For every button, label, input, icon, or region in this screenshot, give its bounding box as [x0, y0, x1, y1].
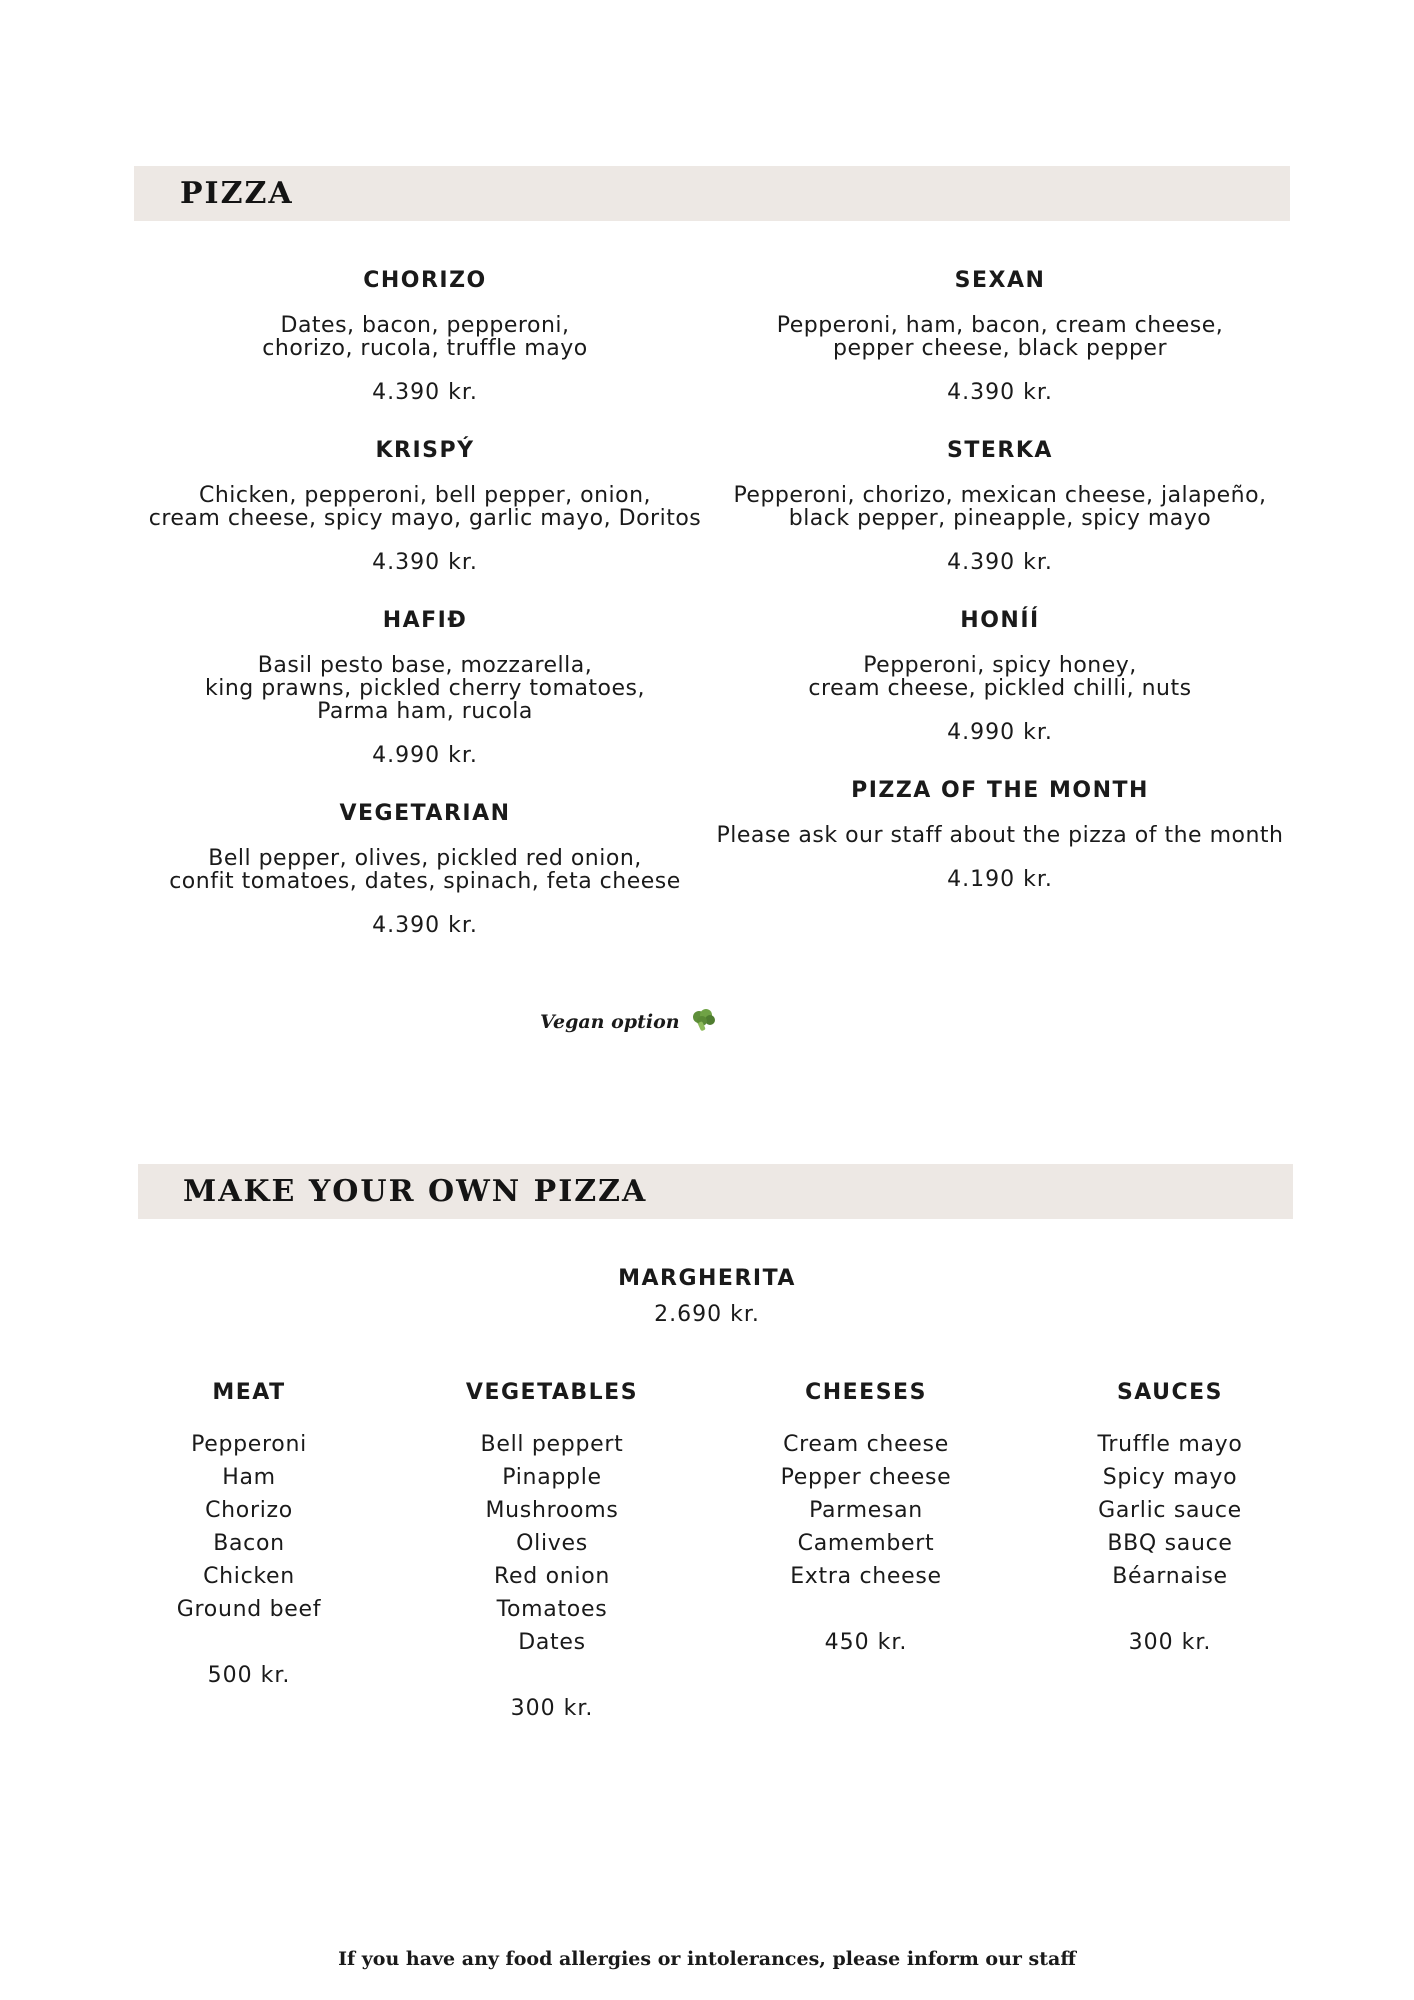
broccoli-icon [690, 1008, 716, 1032]
topping-item: Truffle mayo [1097, 1432, 1243, 1457]
pizza-name: PIZZA OF THE MONTH [851, 778, 1149, 803]
pizza-description-line: pepper cheese, black pepper [833, 336, 1167, 361]
pizza-name: HAFIÐ [382, 608, 468, 633]
topping-group-name: SAUCES [1116, 1380, 1224, 1405]
topping-group-name: VEGETABLES [465, 1380, 639, 1405]
vegan-option-label: Vegan option [540, 1011, 680, 1033]
pizza-description-line: Pepperoni, chorizo, mexican cheese, jalapeño, [733, 483, 1267, 508]
topping-item: Spicy mayo [1102, 1465, 1238, 1490]
pizza-description [715, 484, 1285, 530]
topping-group-price: 300 kr. [1128, 1630, 1212, 1655]
topping-item: BBQ sauce [1107, 1531, 1233, 1556]
topping-group-cheeses [736, 1380, 996, 1659]
topping-item: Chicken [203, 1564, 295, 1589]
topping-group-price: 300 kr. [510, 1696, 594, 1721]
pizza-description [140, 314, 710, 360]
topping-item: Ground beef [176, 1597, 322, 1622]
pizza-description-line: Parma ham, rucola [317, 699, 533, 724]
pizza-item [140, 608, 710, 769]
pizza-price: 4.390 kr. [947, 380, 1053, 405]
topping-item: Extra cheese [790, 1564, 942, 1589]
make-your-own-section-header [138, 1164, 1293, 1219]
pizza-price: 4.190 kr. [947, 867, 1053, 892]
pizza-item [715, 608, 1285, 746]
topping-list [119, 1428, 379, 1626]
topping-group-name: MEAT [212, 1380, 286, 1405]
pizza-description-line: cream cheese, pickled chilli, nuts [808, 676, 1192, 701]
pizza-description [140, 484, 710, 530]
topping-list [736, 1428, 996, 1593]
pizza-description-line: Dates, bacon, pepperoni, [280, 313, 570, 338]
margherita-price: 2.690 kr. [654, 1302, 760, 1327]
pizza-description-line: Pepperoni, spicy honey, [863, 653, 1137, 678]
topping-group-vegetables [422, 1380, 682, 1725]
topping-item: Camembert [797, 1531, 935, 1556]
pizza-item [715, 438, 1285, 576]
allergy-notice: If you have any food allergies or intolerances, please inform our staff [338, 1948, 1076, 1970]
topping-group-price: 500 kr. [207, 1663, 291, 1688]
pizza-description [140, 654, 710, 723]
make-your-own-title: MAKE YOUR OWN PIZZA [183, 1174, 648, 1209]
topping-group-price: 450 kr. [824, 1630, 908, 1655]
pizza-name: SEXAN [954, 268, 1046, 293]
topping-item: Dates [518, 1630, 586, 1655]
pizza-list-right [715, 268, 1285, 925]
pizza-description [715, 654, 1285, 700]
topping-list [1040, 1428, 1300, 1593]
pizza-name: VEGETARIAN [339, 801, 511, 826]
pizza-description [715, 314, 1285, 360]
pizza-price: 4.390 kr. [372, 380, 478, 405]
topping-item: Red onion [493, 1564, 610, 1589]
pizza-description [715, 824, 1285, 847]
pizza-price: 4.990 kr. [947, 720, 1053, 745]
topping-group-meat [119, 1380, 379, 1692]
topping-item: Parmesan [809, 1498, 923, 1523]
pizza-price: 4.390 kr. [372, 550, 478, 575]
pizza-description-line: Chicken, pepperoni, bell pepper, onion, [198, 483, 652, 508]
pizza-description-line: cream cheese, spicy mayo, garlic mayo, Doritos [148, 506, 702, 531]
topping-list [422, 1428, 682, 1659]
pizza-item [140, 438, 710, 576]
margherita-name: MARGHERITA [618, 1266, 796, 1291]
pizza-description-line: chorizo, rucola, truffle mayo [262, 336, 588, 361]
pizza-name: HONÍÍ [960, 608, 1040, 633]
pizza-description [140, 847, 710, 893]
pizza-list-left [140, 268, 710, 971]
topping-item: Mushrooms [485, 1498, 619, 1523]
topping-item: Pepper cheese [780, 1465, 952, 1490]
topping-item: Pinapple [502, 1465, 602, 1490]
pizza-name: KRISPÝ [375, 438, 475, 463]
topping-group-name: CHEESES [805, 1380, 927, 1405]
margherita-base [0, 1266, 1414, 1328]
topping-item: Cream cheese [783, 1432, 949, 1457]
pizza-section-title: PIZZA [180, 176, 294, 211]
pizza-name: STERKA [947, 438, 1053, 463]
pizza-item [715, 268, 1285, 406]
topping-item: Garlic sauce [1098, 1498, 1242, 1523]
pizza-item [140, 801, 710, 939]
pizza-item [715, 778, 1285, 893]
pizza-description-line: Bell pepper, olives, pickled red onion, [208, 846, 642, 871]
pizza-description-line: Pepperoni, ham, bacon, cream cheese, [776, 313, 1224, 338]
vegan-option-note [540, 1008, 716, 1033]
topping-item: Bell peppert [480, 1432, 624, 1457]
pizza-item [140, 268, 710, 406]
topping-item: Ham [222, 1465, 276, 1490]
pizza-section-header [134, 166, 1290, 221]
topping-item: Tomatoes [496, 1597, 608, 1622]
pizza-description-line: king prawns, pickled cherry tomatoes, [204, 676, 645, 701]
pizza-price: 4.390 kr. [947, 550, 1053, 575]
topping-item: Olives [516, 1531, 588, 1556]
topping-group-sauces [1040, 1380, 1300, 1659]
topping-item: Béarnaise [1112, 1564, 1228, 1589]
pizza-description-line: Please ask our staff about the pizza of the month [716, 823, 1284, 848]
topping-item: Bacon [213, 1531, 285, 1556]
pizza-description-line: confit tomatoes, dates, spinach, feta cheese [169, 869, 681, 894]
topping-item: Chorizo [205, 1498, 293, 1523]
pizza-description-line: black pepper, pineapple, spicy mayo [788, 506, 1212, 531]
pizza-name: CHORIZO [363, 268, 487, 293]
pizza-description-line: Basil pesto base, mozzarella, [257, 653, 593, 678]
pizza-price: 4.990 kr. [372, 743, 478, 768]
pizza-price: 4.390 kr. [372, 913, 478, 938]
topping-item: Pepperoni [191, 1432, 307, 1457]
